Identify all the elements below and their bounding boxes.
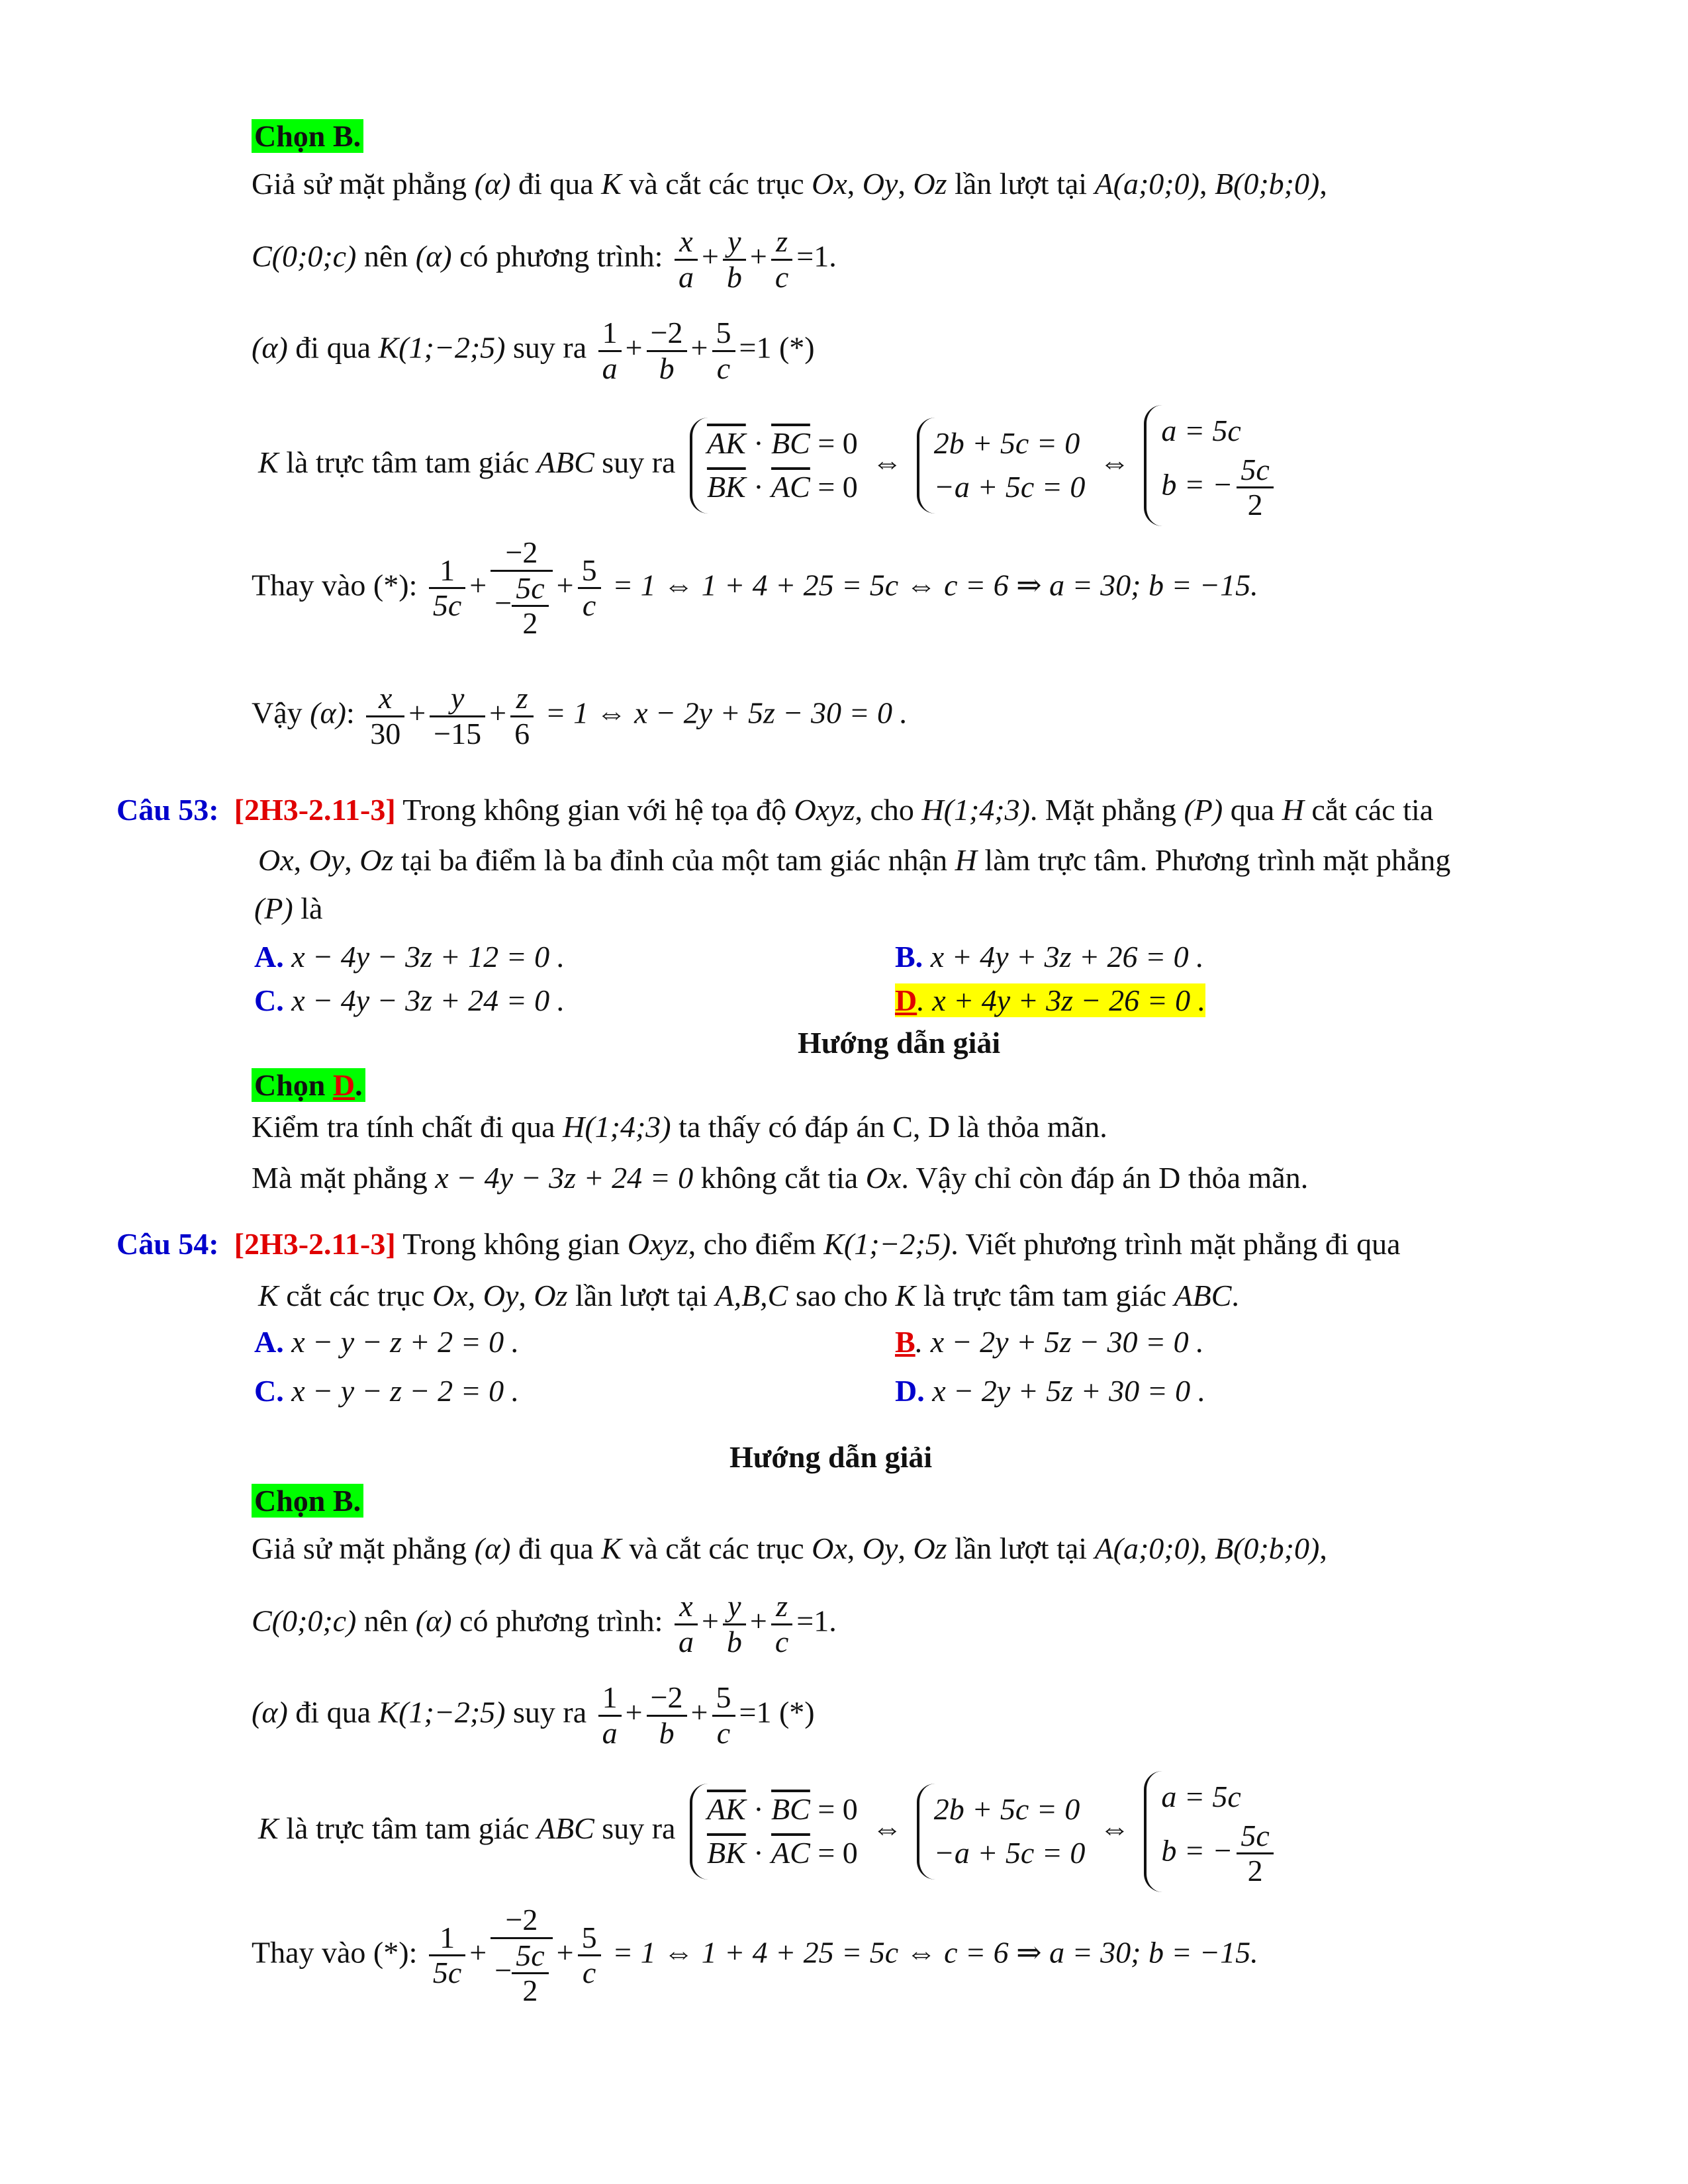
frac-x-a: $\frac{x}{a}$ bbox=[675, 225, 698, 294]
q54-stem-line1: Câu 54: [2H3-2.11-3] Trong không gian Oxyz, cho điểm K(1;−2;5). Viết phương trình mặt phẳng đi qua bbox=[117, 1227, 1401, 1261]
system-linear: 2b + 5c = 0 −a + 5c = 0 bbox=[917, 418, 1086, 514]
plane-eq-line: C(0;0;c) nên (α) có phương trình: $\frac{x}{a}$ + $\frac{y}{b}$ + $\frac{z}{c}$ =1. bbox=[252, 224, 837, 294]
q53-chon-d: Chọn D. bbox=[252, 1067, 365, 1103]
system-solution: a = 5c b = − $\frac{5c}{2}$ bbox=[1144, 405, 1278, 526]
q54-assume-line: Giả sử mặt phẳng (α) đi qua K và cắt các trục Ox, Oy, Oz lần lượt tại A(a;0;0), B(0;b;0), bbox=[252, 1531, 1327, 1565]
q54-substitute-line: Thay vào (*): $\frac{1}{5c}$ + −2 − $\frac{5c}{2}$ + $\frac{5}{c}$ = 1 ⇔ 1 + 4 + 25 = 5c ⇔ c = 6 ⇒ a = 30; b = −15. bbox=[252, 1903, 1258, 2008]
q53-solution-line2: Mà mặt phẳng x − 4y − 3z + 24 = 0 không cắt tia Ox. Vậy chỉ còn đáp án D thỏa mãn. bbox=[252, 1161, 1309, 1195]
conclusion-line: Vậy (α): $\frac{x}{30}$ + $\frac{y}{-15}$ + $\frac{z}{6}$ = 1 ⇔ x − 2y + 5z − 30 = 0 . bbox=[252, 681, 908, 751]
passes-K-line: (α) đi qua K(1;−2;5) suy ra $\frac{1}{a}$ + $\frac{-2}{b}$ + $\frac{5}{c}$ =1 (*) bbox=[252, 316, 815, 385]
chon-b-label: Chọn B. bbox=[252, 118, 363, 154]
q53-option-b[interactable]: B. x + 4y + 3z + 26 = 0 . bbox=[895, 940, 1204, 974]
q53-solution-line1: Kiểm tra tính chất đi qua H(1;4;3) ta thấy có đáp án C, D là thỏa mãn. bbox=[252, 1110, 1107, 1144]
q53-stem-line2: Ox, Oy, Oz tại ba điểm là ba đỉnh của một tam giác nhận H làm trực tâm. Phương trình mặt phẳng bbox=[258, 843, 1451, 877]
q53-option-a[interactable]: A. x − 4y − 3z + 12 = 0 . bbox=[254, 940, 565, 974]
frac-y-b: $\frac{y}{b}$ bbox=[723, 225, 746, 294]
q53-option-c[interactable]: C. x − 4y − 3z + 24 = 0 . bbox=[254, 983, 565, 1017]
q54-chon-b: Chọn B. bbox=[252, 1482, 363, 1519]
q54-plane-eq-line: C(0;0;c) nên (α) có phương trình: $\frac{x}{a}$ + $\frac{y}{b}$ + $\frac{z}{c}$ =1. bbox=[252, 1589, 837, 1659]
q53-stem-line3: (P) là bbox=[254, 891, 323, 925]
orthocenter-system: K là trực tâm tam giác ABC suy ra $\overline{AK} \cdot \overline{BC} = 0$ $\overline{BK} \cdot \overline{AC} = 0$ ⇔ 2b + 5c = 0 −a + 5c = 0 ⇔ a = 5c b = − $\frac{5c}{2}$ bbox=[258, 405, 1284, 526]
q54-guide-heading: Hướng dẫn giải bbox=[729, 1440, 933, 1474]
q54-option-b[interactable]: B. x − 2y + 5z − 30 = 0 . bbox=[895, 1325, 1204, 1359]
q54-option-d[interactable]: D. x − 2y + 5z + 30 = 0 . bbox=[895, 1374, 1206, 1408]
q54-option-a[interactable]: A. x − y − z + 2 = 0 . bbox=[254, 1325, 520, 1359]
frac-z-c: $\frac{z}{c}$ bbox=[771, 225, 792, 294]
system-vectors: $\overline{AK} \cdot \overline{BC} = 0$ $\overline{BK} \cdot \overline{AC} = 0$ bbox=[690, 418, 858, 514]
q54-passes-K-line: (α) đi qua K(1;−2;5) suy ra $\frac{1}{a}$ + $\frac{-2}{b}$ + $\frac{5}{c}$ =1 (*) bbox=[252, 1680, 815, 1750]
q53-stem-line1: Câu 53: [2H3-2.11-3] Trong không gian với hệ tọa độ Oxyz, cho H(1;4;3). Mặt phẳng (P) qua H cắt các tia bbox=[117, 793, 1434, 827]
q54-option-c[interactable]: C. x − y − z − 2 = 0 . bbox=[254, 1374, 520, 1408]
q54-orthocenter-system: K là trực tâm tam giác ABC suy ra $\overline{AK} \cdot \overline{BC} = 0$ $\overline{BK} \cdot \overline{AC} = 0$ ⇔ 2b + 5c = 0 −a + 5c = 0 ⇔ a = 5c b = − $\frac{5c}{2}$ bbox=[258, 1771, 1284, 1892]
q53-option-d[interactable]: D. x + 4y + 3z − 26 = 0 . bbox=[895, 983, 1206, 1017]
q54-stem-line2: K cắt các trục Ox, Oy, Oz lần lượt tại A,B,C sao cho K là trực tâm tam giác ABC. bbox=[258, 1279, 1239, 1312]
q53-guide-heading: Hướng dẫn giải bbox=[798, 1026, 1001, 1060]
substitute-line: Thay vào (*): $\frac{1}{5c}$ + −2 − $\frac{5c}{2}$ + $\frac{5}{c}$ = 1 ⇔ 1 + 4 + 25 = 5c ⇔ c = 6 ⇒ a = 30; b = −15. bbox=[252, 535, 1258, 641]
assume-line: Giả sử mặt phẳng (α) đi qua K và cắt các trục Ox, Oy, Oz lần lượt tại A(a;0;0), B(0;b;0), bbox=[252, 167, 1327, 201]
